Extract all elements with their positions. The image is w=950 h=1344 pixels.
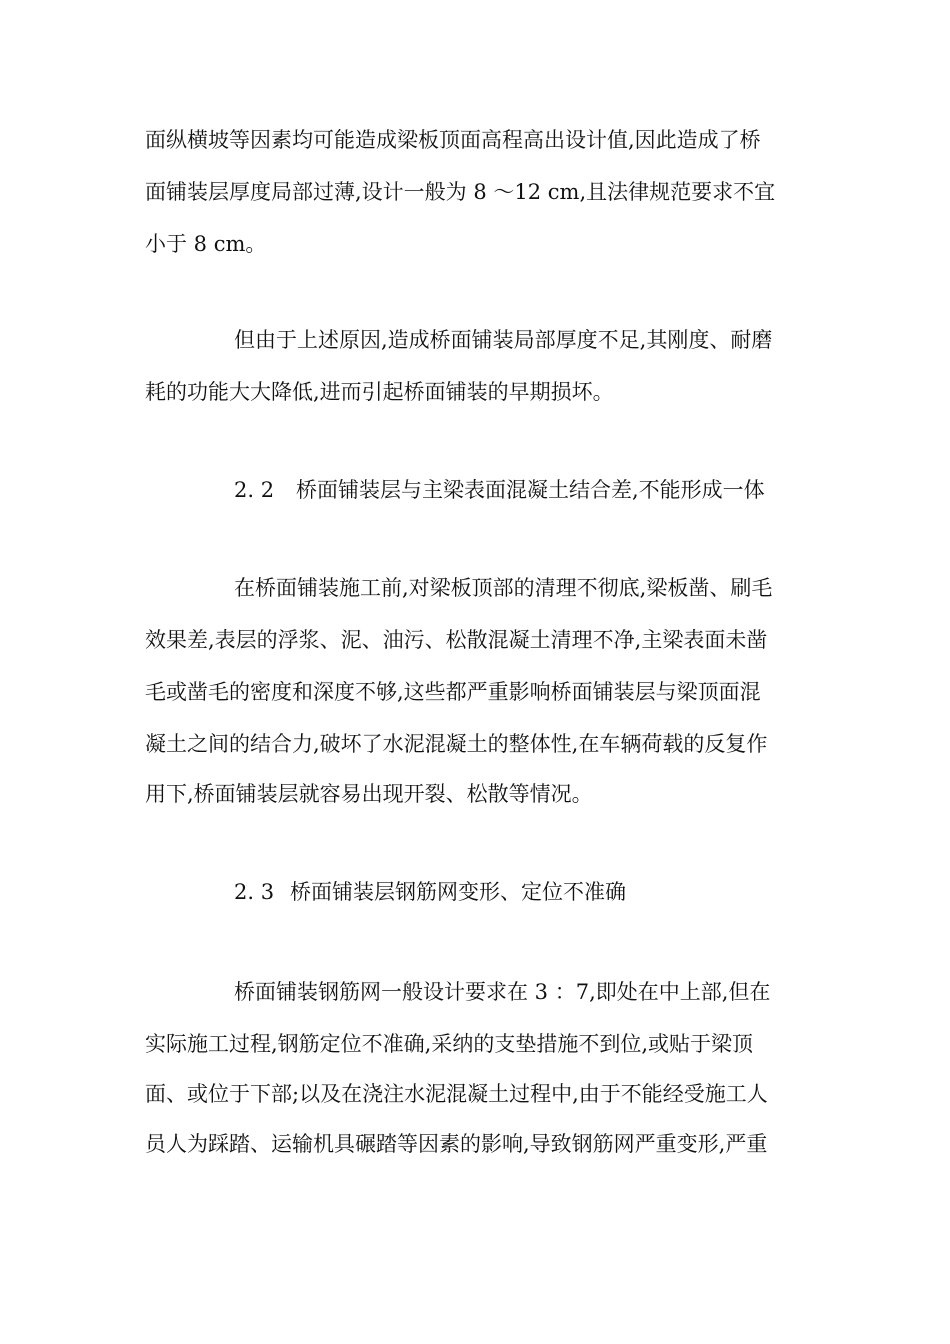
section-title-2-2: 桥面铺装层与主梁表面混凝土结合差,不能形成一体 (296, 478, 765, 502)
paragraph-3-line-3: 毛或凿毛的密度和深度不够,这些都严重影响桥面铺装层与梁顶面混 (145, 680, 761, 704)
section-heading-2-2 (234, 475, 814, 505)
paragraph-2-line-1: 但由于上述原因,造成桥面铺装局部厚度不足,其刚度、耐磨 (234, 328, 773, 352)
paragraph-4-line-2: 实际施工过程,钢筋定位不准确,采纳的支垫措施不到位,或贴于梁顶 (145, 1032, 754, 1056)
paragraph-4-line-4: 员人为踩踏、运输机具碾踏等因素的影响,导致钢筋网严重变形,严重 (145, 1132, 768, 1156)
paragraph-1-line-3: 小于 8 cm。 (145, 232, 267, 256)
paragraph-2-line-2: 耗的功能大大降低,进而引起桥面铺装的早期损坏。 (145, 380, 614, 404)
paragraph-4-line-3: 面、或位于下部;以及在浇注水泥混凝土过程中,由于不能经受施工人 (145, 1082, 768, 1106)
paragraph-1-line-2: 面铺装层厚度局部过薄,设计一般为 8 ～12 cm,且法律规范要求不宜 (145, 180, 776, 204)
paragraph-3-line-2: 效果差,表层的浮浆、泥、油污、松散混凝土清理不净,主梁表面未凿 (145, 628, 768, 652)
section-title-2-3: 桥面铺装层钢筋网变形、定位不准确 (290, 880, 626, 904)
section-number-2-3: 2. 3 (234, 880, 275, 904)
section-number-2-2: 2. 2 (234, 478, 275, 502)
paragraph-3-line-1: 在桥面铺装施工前,对梁板顶部的清理不彻底,梁板凿、刷毛 (234, 576, 773, 600)
paragraph-3-line-5: 用下,桥面铺装层就容易出现开裂、松散等情况。 (145, 782, 593, 806)
paragraph-3-line-4: 凝土之间的结合力,破坏了水泥混凝土的整体性,在车辆荷载的反复作 (145, 732, 768, 756)
section-heading-2-3 (234, 877, 814, 907)
paragraph-1-line-1: 面纵横坡等因素均可能造成梁板顶面高程高出设计值,因此造成了桥 (145, 128, 761, 152)
paragraph-4-line-1: 桥面铺装钢筋网一般设计要求在 3 ：7,即处在中上部,但在 (234, 980, 771, 1004)
